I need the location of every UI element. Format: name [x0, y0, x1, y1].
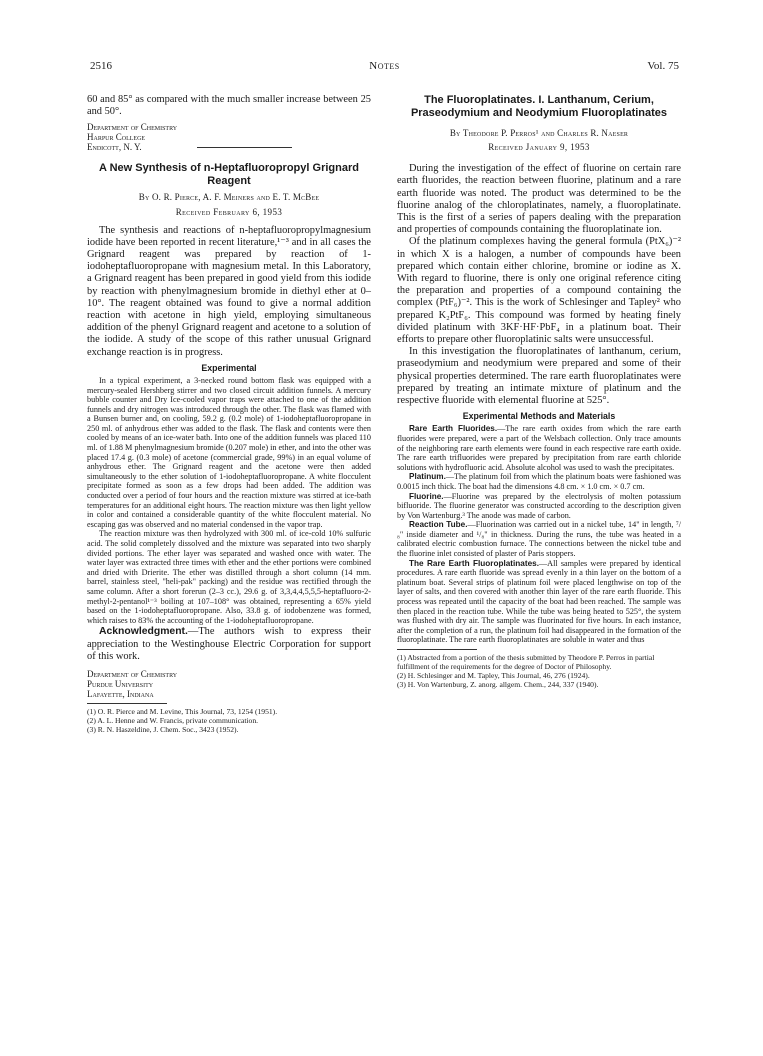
experimental-paragraph: In a typical experiment, a 3-necked round bottom flask was equipped with a mercury-sealed Hershberg stirrer and two closed circuit addition funnels. A mercury bubble counter and Dry Ice-cooled vapor traps were attached to one of the addition funnels and dry nitrogen was introduced through the other. The flask was flamed with a Bunsen burner and, on cooling, 59.2 g. (0.2 mole) of 1-iodoheptafluoropropane in 250 ml. of anhydrous ether was added to the flask. The flask and contents were then cooled by means of an ice-water bath. Into one of the addition funnels was placed 110 ml. of 1.88 M phenylmagnesium bromide (0.207 mole) in ether, and into the other was placed 17.4 g. (0.3 mole) of acetone (commercial grade, 99%) in an equal volume of anhydrous ether. The Grignard reagent and the acetone were then added simultaneously to the ether solution of 1-iodoheptafluoropropane. A white flocculent precipitate formed as soon as a few drops had been added. The addition was conducted over a period of four hours and the reaction mixture was stirred at ice-bath temperatures for an additional eight hours. The reaction mixture was then light yellow in color and contained a considerable quantity of the white flocculent material. No escaping gas was observed and no material condensed in the vapor trap. — [87, 375, 371, 529]
subsection-rare-earth-fluorides — [397, 424, 681, 472]
affiliation-line: Harpur College — [87, 132, 146, 143]
affiliation-line: Department of Chemistry — [87, 668, 178, 679]
article-authors: By O. R. Pierce, A. F. Meiners and E. T. McBee — [138, 192, 320, 203]
footnote-rule — [87, 703, 167, 704]
volume-label: Vol. 75 — [647, 60, 679, 72]
subsection-label: Reaction Tube. — [409, 520, 468, 530]
subsection-text: —All samples were prepared by identical procedures. A rare earth fluoride was spread evenly in a thin layer on the bottom of a platinum boat. Several strips of platinum foil were placed lengthwise on top of the layer of salts, and then covered with another thin layer of the rare earth fluoride. This process was repeated until the capacity of the boat had been reached. The sample was then placed in the reaction tube. While the tube was being heated to 525°, the system was flushed with dry air. The sample was fluorinated for five hours. In each instance, after the completion of a run, the platinum foil had disappeared in the formation of the fluoroplatinate. The rare earth fluoroplatinates are soluble in water and thus — [397, 558, 681, 645]
affiliation-line: Purdue University — [87, 678, 154, 689]
footnote: (2) A. L. Henne and W. Francis, private communication. — [87, 715, 259, 725]
affiliation-line: Endicott, N. Y. — [87, 142, 142, 153]
section-heading-methods: Experimental Methods and Materials — [462, 411, 616, 422]
right-column — [397, 94, 681, 689]
acknowledgment-paragraph — [87, 626, 371, 663]
body-paragraph: Of the platinum complexes having the general formula (PtX₆)⁻² in which X is a halogen, a number of compounds have been prepared which contain either chlorine, bromine or iodine as X. With regard to fluorine, there is only one original reference citing the preparation and properties of a compound containing the complex (PtF₆)⁻². This is the work of Schlesinger and Tapley² who prepared K₂PtF₆. This compound was formed by heating finely divided platinum with 3KF·HF·PbF₄ in a platinum boat. Their efforts to prepare other fluoroplatinic salts were unsuccessful. — [397, 236, 681, 346]
subsection-fluoroplatinates — [397, 559, 681, 645]
acknowledgment-text: —The authors wish to express their appreciation to the Westinghouse Electric Corporation for support of this work. — [87, 626, 371, 662]
intro-paragraph: The synthesis and reactions of n-heptafluoropropylmagnesium iodide have been reported in recent literature,¹⁻³ and in all cases the Grignard reagent was prepared by reaction of 1-iodoheptafluoropropane with magnesium metal. In this Laboratory, a Grignard reagent has been prepared in good yield from this iodide by reaction with phenylmagnesium bromide in diethyl ether at 0–10°. The reagent obtained was found to give a normal addition reaction with acetone in high yield, employing simultaneous addition of the phenyl Grignard reagent and acetone to a solution of the iodide. A study of the scope of this rather unusual Grignard exchange reaction is in progress. — [87, 224, 371, 358]
subsection-text: —The platinum foil from which the platinum boats were fashioned was 0.0015 inch thick. The boat had the dimensions 4.8 cm. × 1.0 cm. × 0.7 cm. — [397, 472, 681, 491]
subsection-fluorine — [397, 492, 681, 521]
body-paragraph: During the investigation of the effect of fluorine on certain rare earth fluorides, the reaction between fluorine, platinum and a rare earth fluoride was noted. The product was determined to be the fluorine analog of the chloroplatinates, namely, a fluoroplatinate. This is the first of a series of papers dealing with the preparation and properties of compounds containing the fluoroplatinate ion. — [397, 163, 681, 236]
continued-paragraph: 60 and 85° as compared with the much smaller increase between 25 and 50°. — [87, 94, 371, 118]
experimental-paragraph: The reaction mixture was then hydrolyzed with 300 ml. of ice-cold 10% sulfuric acid. The solid completely dissolved and the mixture was separated into two sharply divided portions. The ether layer was separated and washed once with water. The water layer was extracted three times with ether and the ether portions were combined and dried with Drierite. The ether was distilled through a short column (14 mm. barrel, stainless steel, "heli-pak" packing) and the residue was rectified through the same column. After a short forerun (2–3 cc.), 29.6 g. of 3,3,4,4,5,5,5-heptafluoro-2-methyl-2-pentanol¹⁻³ boiling at 107–108° was obtained, representing a 65% yield based on the 1-iodoheptafluoropropane. Also, 33.8 g. of iodobenzene was formed, which raises to 83% the accounting of the 1-iodoheptafluoropropane. — [87, 529, 371, 625]
affiliation-line: Lafayette, Indiana — [87, 688, 154, 699]
received-date: Received January 9, 1953 — [488, 142, 590, 153]
footnote: (1) Abstracted from a portion of the thesis submitted by Theodore P. Perros in partial fulfillment of the requirements for the degree of Doctor of Philosophy. — [397, 653, 655, 671]
page-number: 2516 — [90, 60, 112, 72]
subsection-label: Platinum. — [409, 472, 446, 482]
footnote: (2) H. Schlesinger and M. Tapley, This Journal, 46, 276 (1924). — [397, 671, 590, 680]
received-date: Received February 6, 1953 — [175, 206, 283, 217]
subsection-reaction-tube — [397, 520, 681, 558]
subsection-text: —Fluorine was prepared by the electrolysis of molten potassium bifluoride. The fluorine generator was constructed according to the description given by Von Wartenburg.³ The anode was made of carbon. — [397, 491, 681, 520]
body-paragraph: In this investigation the fluoroplatinates of lanthanum, cerium, praseodymium and neodymium were prepared and some of their physical properties determined. The rare earth fluoroplatinates were prepared by treating an intimate mixture of platinum and the respective fluoride with elemental fluorine at 525°. — [397, 346, 681, 407]
left-column — [87, 94, 371, 734]
article-authors: By Theodore P. Perros¹ and Charles R. Naeser — [449, 128, 629, 138]
subsection-text: —Fluorination was carried out in a nickel tube, 14" in length, ⁷/₈" inside diameter and ¹/₈" in thickness. During the runs, the tube was heated in a calibrated electric combustion furnace. The connections between the nickel tube and the fluorine inlet consisted of plaster of Paris stoppers. — [397, 520, 682, 559]
affiliation-purdue — [87, 669, 371, 699]
footnote: (3) R. N. Haszeldine, J. Chem. Soc., 3423 (1952). — [87, 724, 239, 734]
subsection-label: Rare Earth Fluorides. — [409, 424, 498, 434]
affiliation-line: Department of Chemistry — [87, 122, 178, 133]
article-title: A New Synthesis of n-Heptafluoropropyl Grignard Reagent — [99, 162, 359, 187]
subsection-label: The Rare Earth Fluoroplatinates. — [409, 558, 539, 568]
running-title: Notes — [369, 60, 400, 72]
footnote: (1) O. R. Pierce and M. Levine, This Journal, 73, 1254 (1951). — [87, 706, 278, 716]
subsection-text: —The rare earth oxides from which the rare earth fluorides were prepared, were a part of the Welsbach collection. Only trace amounts of the neighboring rare earth elements were found in each respective rare earth oxide. The rare earth trifluorides were prepared by precipitation from rare earth chloride solutions with hydrofluoric acid. Absolute alcohol was used to wash the precipitates. — [397, 424, 681, 472]
section-heading-experimental: Experimental — [201, 362, 257, 373]
acknowledgment-label: Acknowledgment. — [99, 626, 188, 638]
footnote-rule — [397, 649, 477, 650]
subsection-label: Fluorine. — [409, 491, 444, 501]
subsection-platinum — [397, 472, 681, 491]
footnote: (3) H. Von Wartenburg, Z. anorg. allgem. Chem., 244, 337 (1940). — [397, 680, 599, 689]
running-header — [90, 60, 679, 74]
article-title: The Fluoroplatinates. I. Lanthanum, Cerium, Praseodymium and Neodymium Fluoroplatinates — [410, 94, 668, 119]
